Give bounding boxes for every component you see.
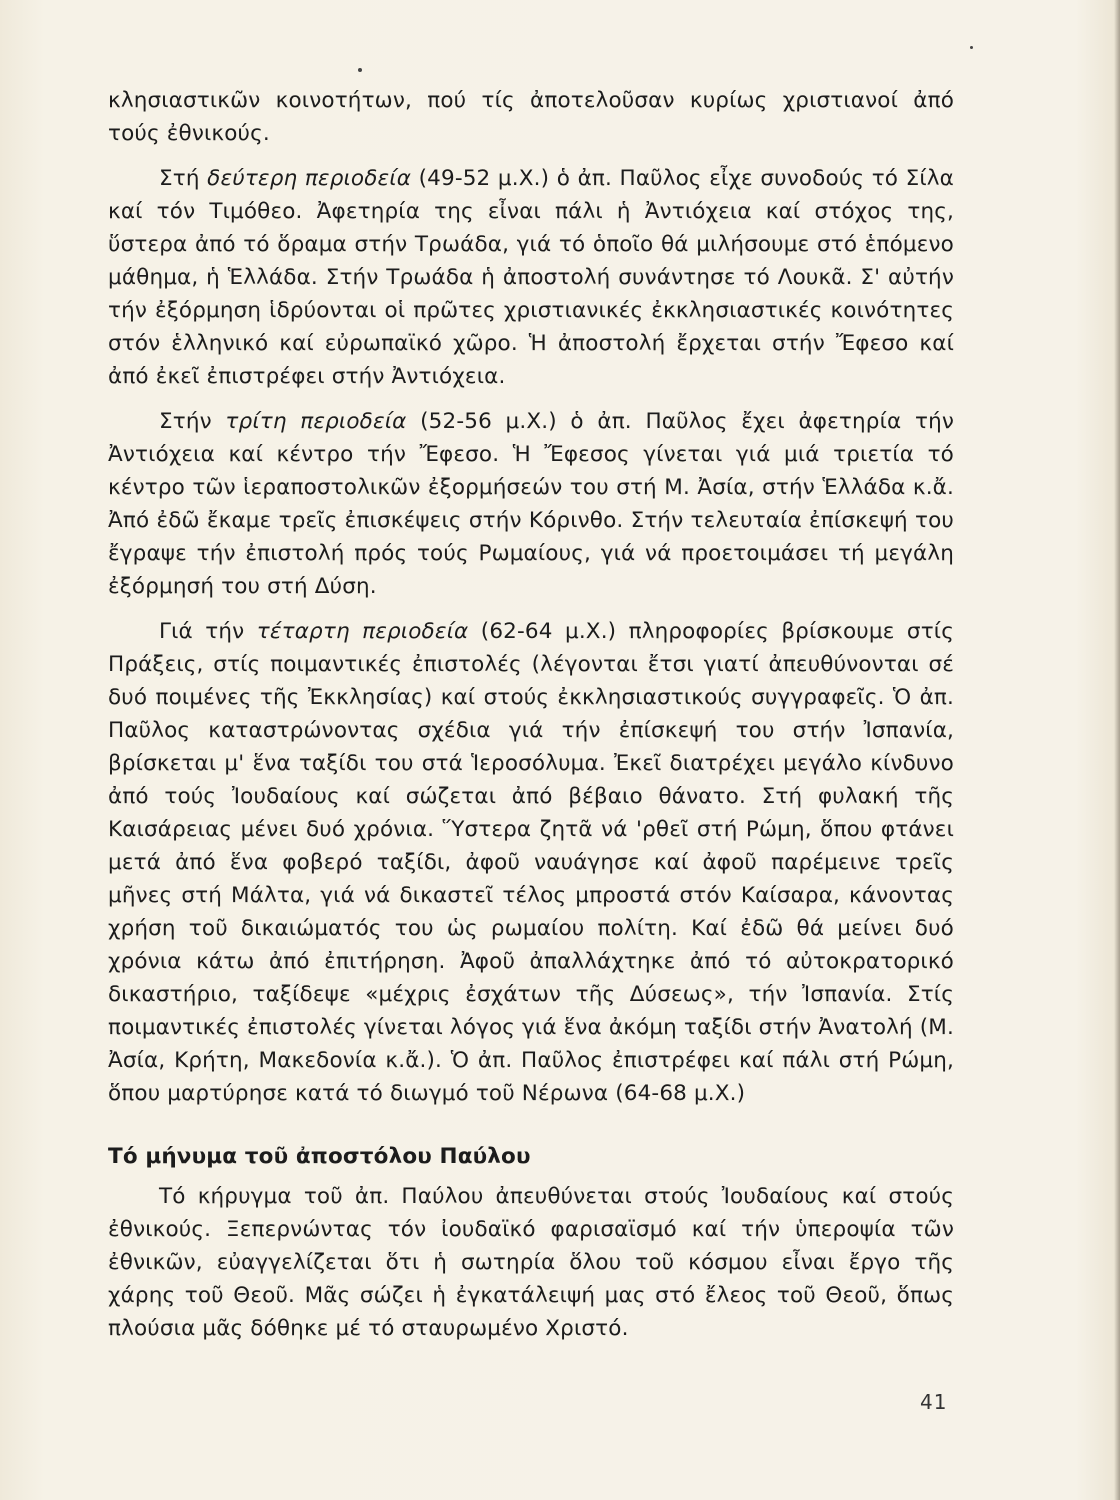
emphasis-term: τέταρτη περιοδεία	[256, 619, 469, 644]
page-number: 41	[920, 1390, 948, 1414]
emphasis-term: τρίτη περιοδεία	[225, 409, 407, 434]
paragraph-second-journey	[108, 162, 954, 393]
text-run: (62-64 μ.Χ.) πληροφορίες βρίσκουμε στίς Πράξεις, στίς ποιμαντικές ἐπιστολές (λέγονται ἔτσι γιατί ἀπευθύνονται σέ δυό ποιμένες τῆς Ἐκκλησίας) καί στούς ἐκκλησιαστικούς συγγραφεῖς. Ὁ ἀπ. Παῦλος καταστρώνοντας σχέδια γιά τήν ἐπίσκεψή του στήν Ἰσπανία, βρίσκεται μ' ἕνα ταξίδι του στά Ἱεροσόλυμα. Ἐκεῖ διατρέχει μεγάλο κίνδυνο ἀπό τούς Ἰουδαίους καί σώζεται ἀπό βέβαιο θάνατο. Στή φυλακή τῆς Καισάρειας μένει δυό χρόνια. Ὕστερα ζητᾶ νά 'ρθεῖ στή Ρώμη, ὅπου φτάνει μετά ἀπό ἕνα φοβερό ταξίδι, ἀφοῦ ναυάγησε καί ἀφοῦ παρέμεινε τρεῖς μῆνες στή Μάλτα, γιά νά δικαστεῖ τέλος μπροστά στόν Καίσαρα, κάνοντας χρήση τοῦ δικαιώματός του ὡς ρωμαίου πολίτη. Καί ἐδῶ θά μείνει δυό χρόνια κάτω ἀπό ἐπιτήρηση. Ἀφοῦ ἀπαλλάχτηκε ἀπό τό αὐτοκρατορικό δικαστήριο, ταξίδεψε «μέχρις ἐσχάτων τῆς Δύσεως», τήν Ἰσπανία. Στίς ποιμαντικές ἐπιστολές γίνεται λόγος γιά ἕνα ἀκόμη ταξίδι στήν Ἀνατολή (Μ. Ἀσία, Κρήτη, Μακεδονία κ.ἄ.). Ὁ ἀπ. Παῦλος ἐπιστρέφει καί πάλι στή Ρώμη, ὅπου μαρτύρησε κατά τό διωγμό τοῦ Νέρωνα (64-68 μ.Χ.)	[108, 619, 954, 1106]
text-run: (49-52 μ.Χ.) ὁ ἀπ. Παῦλος εἶχε συνοδούς τό Σίλα καί τόν Τιμόθεο. Ἀφετηρία της εἶναι πάλι ἡ Ἀντιόχεια καί στόχος της, ὕστερα ἀπό τό ὅραμα στήν Τρωάδα, γιά τό ὁποῖο θά μιλήσουμε στό ἑπόμενο μάθημα, ἡ Ἑλλάδα. Στήν Τρωάδα ἡ ἀποστολή συνάντησε τό Λουκᾶ. Σ' αὐτήν τήν ἐξόρμηση ἱδρύονται οἱ πρῶτες χριστιανικές ἐκκλησιαστικές κοινότητες στόν ἑλληνικό καί εὐρωπαϊκό χῶρο. Ἡ ἀποστολή ἔρχεται στήν Ἔφεσο καί ἀπό ἐκεῖ ἐπιστρέφει στήν Ἀντιόχεια.	[108, 166, 955, 389]
speck	[970, 46, 973, 49]
page-edge-shadow	[1114, 0, 1120, 1500]
text-run: Στή	[159, 166, 208, 191]
text-run: Γιά τήν	[159, 619, 257, 644]
emphasis-term: δεύτερη περιοδεία	[207, 166, 412, 191]
speck	[358, 68, 362, 72]
body-text	[108, 84, 954, 1357]
section-heading: Τό μήνυμα τοῦ ἀποστόλου Παύλου	[108, 1144, 531, 1169]
paragraph-fourth-journey	[108, 615, 954, 1110]
text-run: (52-56 μ.Χ.) ὁ ἀπ. Παῦλος ἔχει ἀφετηρία τήν Ἀντιόχεια καί κέντρο τήν Ἔφεσο. Ἡ Ἔφεσος γίνεται γιά μιά τριετία τό κέντρο τῶν ἱεραποστολικῶν ἐξορμήσεών του στή Μ. Ἀσία, στήν Ἑλλάδα κ.ἄ. Ἀπό ἐδῶ ἔκαμε τρεῖς ἐπισκέψεις στήν Κόρινθο. Στήν τελευταία ἐπίσκεψή του ἔγραψε τήν ἐπιστολή πρός τούς Ρωμαίους, γιά νά προετοιμάσει τή μεγάλη ἐξόρμησή του στή Δύση.	[108, 409, 954, 599]
paragraph-continuation: κλησιαστικῶν κοινοτήτων, πού τίς ἀποτελοῦσαν κυρίως χριστιανοί ἀπό τούς ἐθνικούς.	[108, 88, 954, 146]
paragraph-message: Τό κήρυγμα τοῦ ἀπ. Παύλου ἀπευθύνεται στούς Ἰουδαίους καί στούς ἐθνικούς. Ξεπερνώντας τόν ἰουδαϊκό φαρισαϊσμό καί τήν ὑπεροψία τῶν ἐθνικῶν, εὐαγγελίζεται ὅτι ἡ σωτηρία ὅλου τοῦ κόσμου εἶναι ἔργο τῆς χάρης τοῦ Θεοῦ. Μᾶς σώζει ἡ ἐγκατάλειψή μας στό ἔλεος τοῦ Θεοῦ, ὅπως πλούσια μᾶς δόθηκε μέ τό σταυρωμένο Χριστό.	[108, 1184, 954, 1341]
paragraph-third-journey	[108, 405, 954, 603]
text-run: Στήν	[159, 409, 226, 434]
